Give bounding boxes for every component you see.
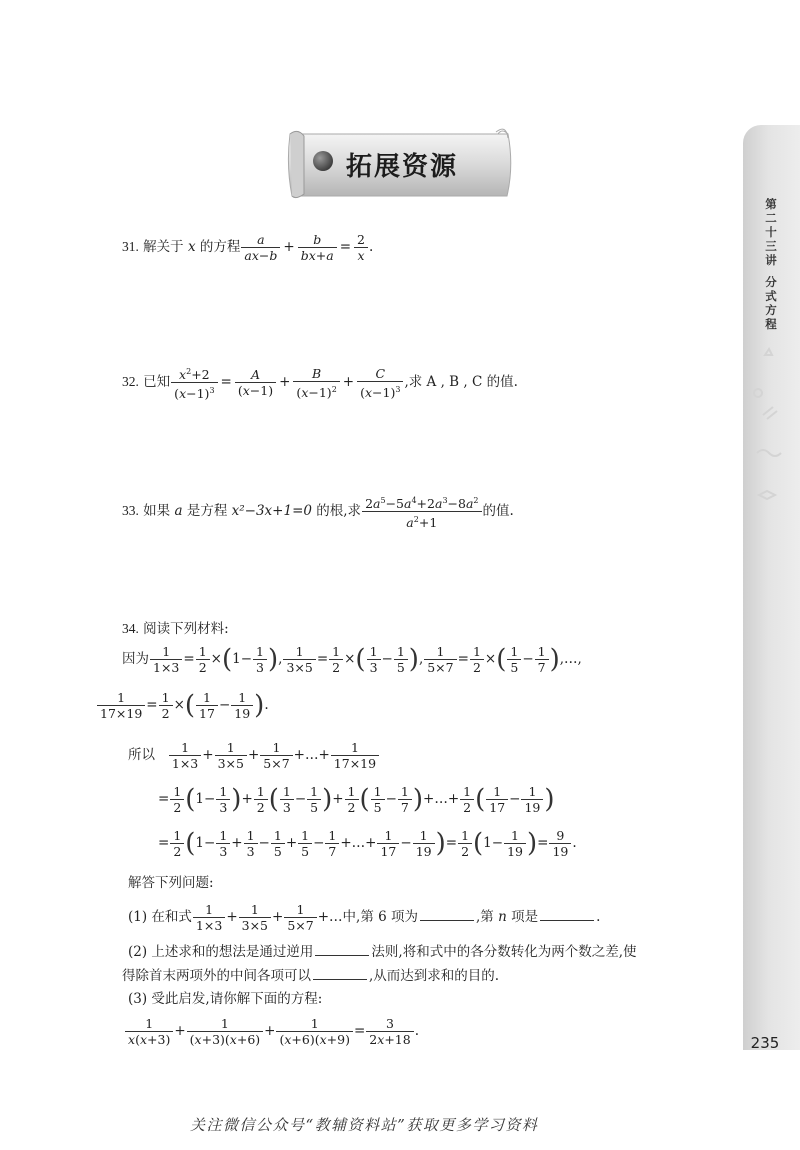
question-text: 解关于 — [143, 239, 184, 255]
chapter-title: 第二十三讲 — [765, 197, 777, 267]
fraction: $\frac{a}{ax-b}$ — [241, 232, 280, 263]
variable: n — [498, 909, 507, 925]
question-text: 法则,将和式中的各分数转化为两个数之差,使 — [371, 944, 637, 960]
material-line-3: 所以 $\frac{1}{1\times 3}$ + $\frac{1}{3\times 5}$ + $\frac{1}{5\times 7}$ +…+ $\frac{1}{17\times 19}$ — [128, 740, 380, 771]
fraction: $\frac{x^2+2}{(x-1)^3}$ — [171, 364, 217, 401]
part-2-cont — [122, 966, 499, 985]
part-3-equation: $\frac{1}{x(x+3)}$ + $\frac{1}{(x+3)(x+6)}$ + $\frac{1}{(x+6)(x+9)}$ = $\frac{3}{2x+18}$ . — [124, 1016, 419, 1047]
solve-intro — [128, 874, 214, 892]
question-text: 解答下列问题: — [128, 875, 214, 891]
material-line-2: $\frac{1}{17\times 19}$ = $\frac{1}{2}$ ×( $\frac{1}{17}$ − $\frac{1}{19}$ ). — [96, 690, 269, 721]
question-number: 31. — [122, 239, 139, 254]
variable: x — [187, 239, 196, 255]
question-33 — [122, 493, 514, 530]
answer-blank[interactable] — [540, 907, 594, 921]
fraction: $\frac{A}{(x-1)}$ — [235, 367, 276, 398]
question-text: ,从而达到求和的目的. — [369, 968, 500, 984]
part-3 — [128, 990, 322, 1008]
answer-blank[interactable] — [315, 942, 369, 956]
answer-blank[interactable] — [313, 966, 367, 980]
because-label: 因为 — [122, 651, 149, 667]
question-text: 阅读下列材料: — [143, 621, 229, 637]
question-text: 项是 — [511, 909, 539, 925]
question-text: 已知 — [143, 374, 171, 391]
part-2 — [128, 942, 637, 961]
chapter-side-tab — [743, 125, 800, 1050]
question-34-intro — [122, 620, 229, 638]
so-label: 所以 — [128, 747, 155, 763]
chapter-subtitle: 分式方程 — [765, 275, 777, 331]
question-number: 32. — [122, 374, 139, 390]
question-text: (1) 在和式 — [128, 909, 192, 925]
question-text: ,求 A , B , C 的值. — [404, 374, 518, 391]
material-line-1: 因为 $\frac{1}{1\times 3}$ = $\frac{1}{2}$ ×(1− $\frac{1}{3}$ ), $\frac{1}{3\times 5}$ = $\frac{1}{2}$ ×( $\frac{1}{3}$ − $\frac{1}{5}$ ), $\frac{1}{5\times 7}$ = $\frac{1}{2}$ ×( $\frac{1}{5}$ − $\frac{1}{7}$ ),…, — [122, 644, 582, 675]
material-line-5: = $\frac{1}{2}$ (1− $\frac{1}{3}$ + $\frac{1}{3}$ − $\frac{1}{5}$ + $\frac{1}{5}$ − $\frac{1}{7}$ +…+ $\frac{1}{17}$ − $\frac{1}{19}$ )= $\frac{1}{2}$ (1− $\frac{1}{19}$ )= $\frac{9}{19}$ . — [158, 828, 577, 859]
fraction: $\frac{2a^5-5a^4+2a^3-8a^2}{a^2+1}$ — [362, 493, 481, 530]
equation: x²−3x+1=0 — [231, 503, 312, 520]
variable: a — [174, 503, 183, 520]
question-text: 的值. — [482, 503, 514, 520]
question-text: 的方程 — [199, 239, 241, 255]
question-31: 31. 解关于 x 的方程 $\frac{a}{ax-b}$ + $\frac{b}{bx+a}$ = $\frac{2}{x}$ . — [122, 232, 374, 263]
question-text: (3) 受此启发,请你解下面的方程: — [128, 991, 323, 1007]
fraction: $\frac{2}{x}$ — [354, 232, 368, 263]
decoration-icon — [743, 335, 800, 535]
question-text: 是方程 — [186, 503, 228, 520]
part-1: (1) 在和式 $\frac{1}{1\times 3}$ + $\frac{1}{3\times 5}$ + $\frac{1}{5\times 7}$ +…中,第 6 项为 ,第 n 项是 . — [128, 902, 601, 933]
question-number: 33. — [122, 503, 139, 519]
question-text: ,第 — [476, 909, 494, 925]
question-text: 中,第 6 项为 — [342, 909, 418, 925]
footer-watermark: 关注微信公众号“教辅资料站”获取更多学习资料 — [190, 1116, 539, 1134]
question-text: (2) 上述求和的想法是通过逆用 — [128, 944, 314, 960]
page-number: 235 — [750, 1034, 780, 1052]
fraction: $\frac{C}{(x-1)^3}$ — [357, 366, 403, 400]
banner-title: 拓展资源 — [346, 152, 459, 182]
question-number: 34. — [122, 621, 139, 636]
material-line-4: = $\frac{1}{2}$ (1− $\frac{1}{3}$ )+ $\frac{1}{2}$ ( $\frac{1}{3}$ − $\frac{1}{5}$ )+ $\frac{1}{2}$ ( $\frac{1}{5}$ − $\frac{1}{7}$ )+…+ $\frac{1}{2}$ ( $\frac{1}{17}$ − $\frac{1}{19}$ ) — [158, 784, 555, 815]
fraction: $\frac{b}{bx+a}$ — [298, 232, 337, 263]
question-text: 的根,求 — [316, 503, 362, 520]
fraction: $\frac{B}{(x-1)^2}$ — [293, 366, 339, 400]
question-text: 得除首末两项外的中间各项可以 — [122, 968, 311, 984]
question-text: 如果 — [143, 503, 171, 520]
question-32: 32. 已知 $\frac{x^2+2}{(x-1)^3}$ = $\frac{A}{(x-1)}$ + $\frac{B}{(x-1)^2}$ + $\frac{C}{(x-1)^3}$ ,求 A , B , C 的值. — [122, 365, 518, 402]
answer-blank[interactable] — [420, 907, 474, 921]
